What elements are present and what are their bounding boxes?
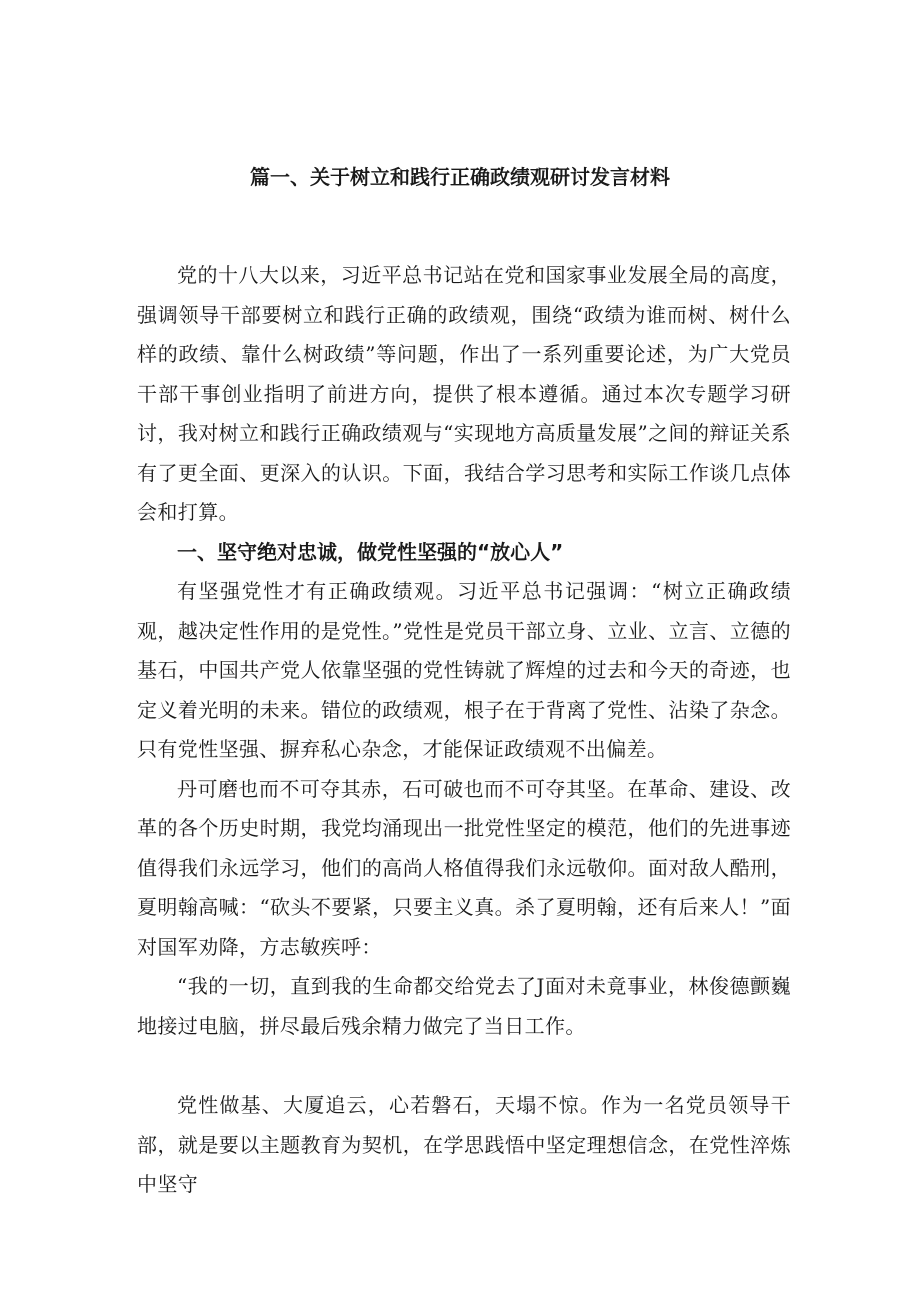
section-heading-1: 一、坚守绝对忠诚，做党性坚强的“放心人” (177, 539, 564, 564)
document-title: 篇一、关于树立和践行正确政绩观研讨发言材料 (250, 165, 670, 189)
paragraph-historical-models: 丹可磨也而不可夺其赤，石可破也而不可夺其坚。在革命、建设、改革的各个历史时期，我党均涌现出一批党性坚定的模范，他们的先进事迹值得我们永远学习，他们的高尚人格值得我们永远敬仰。面对敌人酷刑，夏明翰高喊：“砍头不要紧，只要主义真。杀了夏明翰，还有后来人！”面对国军劝降，方志敏疾呼： (137, 776, 791, 959)
paragraph-foundation: 党性做基、大厦追云，心若磐石，天塌不惊。作为一名党员领导干部，就是要以主题教育为契机，在学思践悟中坚定理想信念，在党性淬炼中坚守 (137, 1093, 791, 1196)
paragraph-party-spirit: 有坚强党性才有正确政绩观。习近平总书记强调：“树立正确政绩观，越决定性作用的是党性。”党性是党员干部立身、立业、立言、立德的基石，中国共产党人依靠坚强的党性铸就了辉煌的过去和今天的奇迹，也定义着光明的未来。错位的政绩观，根子在于背离了党性、沾染了杂念。只有党性坚强、摒弃私心杂念，才能保证政绩观不出偏差。 (137, 579, 791, 761)
paragraph-quote: “我的一切，直到我的生命都交给党去了J面对未竟事业，林俊德颤巍地接过电脑，拼尽最后残余精力做完了当日工作。 (137, 974, 791, 1038)
document-body (137, 256, 791, 1205)
paragraph-intro: 党的十八大以来，习近平总书记站在党和国家事业发展全局的高度，强调领导干部要树立和践行正确的政绩观，围绕“政绩为谁而树、树什么样的政绩、靠什么树政绩”等问题，作出了一系列重要论述，为广大党员干部干事创业指明了前进方向，提供了根本遵循。通过本次专题学习研讨，我对树立和践行正确政绩观与“实现地方高质量发展”之间的辩证关系有了更全面、更深入的认识。下面，我结合学习思考和实际工作谈几点体会和打算。 (137, 263, 791, 524)
paragraph-gap (137, 1046, 791, 1086)
